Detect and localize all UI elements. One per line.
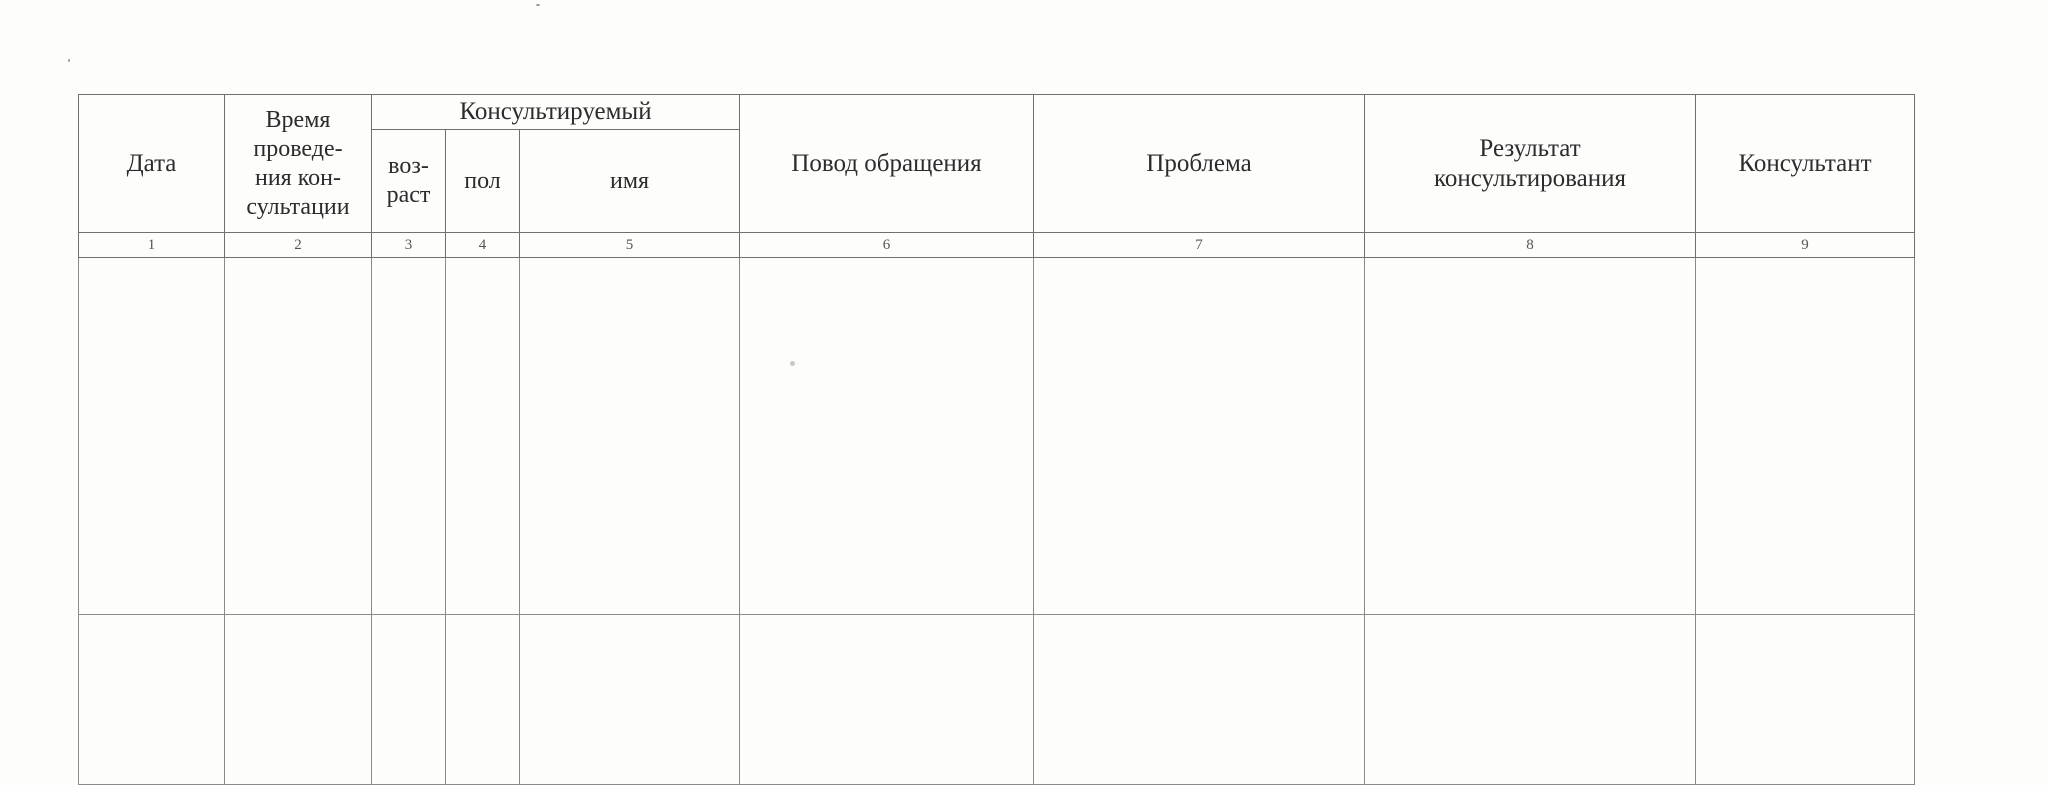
- header-name: имя: [520, 130, 740, 233]
- scan-speck: [68, 59, 70, 62]
- column-number: 6: [740, 233, 1034, 258]
- header-row-top: [79, 95, 1915, 130]
- table-cell[interactable]: [1696, 258, 1915, 615]
- table-cell[interactable]: [1034, 258, 1365, 615]
- column-number: 2: [225, 233, 372, 258]
- scan-speck: [536, 4, 540, 6]
- header-age: [372, 130, 446, 233]
- header-reason: Повод обращения: [740, 95, 1034, 233]
- column-number: 7: [1034, 233, 1365, 258]
- table-cell[interactable]: [1365, 615, 1696, 785]
- table-cell[interactable]: [225, 258, 372, 615]
- table-cell[interactable]: [79, 615, 225, 785]
- table-cell[interactable]: [520, 615, 740, 785]
- table-cell[interactable]: [79, 258, 225, 615]
- table-cell[interactable]: [740, 258, 1034, 615]
- column-number: 4: [446, 233, 520, 258]
- table-cell[interactable]: [372, 615, 446, 785]
- column-number: 9: [1696, 233, 1915, 258]
- column-number-row: [79, 233, 1915, 258]
- column-number: 8: [1365, 233, 1696, 258]
- table-cell[interactable]: [520, 258, 740, 615]
- consultation-log-table: [78, 94, 1915, 785]
- header-date: Дата: [79, 95, 225, 233]
- header-problem: Проблема: [1034, 95, 1365, 233]
- header-result-text: Результат консультирования: [1434, 134, 1626, 192]
- table-cell[interactable]: [225, 615, 372, 785]
- table-cell[interactable]: [446, 615, 520, 785]
- header-age-text: воз-раст: [386, 153, 431, 208]
- column-number: 1: [79, 233, 225, 258]
- table-row: [79, 258, 1915, 615]
- table-cell[interactable]: [446, 258, 520, 615]
- column-number: 5: [520, 233, 740, 258]
- header-time: [225, 95, 372, 233]
- header-client-group: Консультируемый: [372, 95, 740, 130]
- table-cell[interactable]: [1365, 258, 1696, 615]
- table-cell[interactable]: [1696, 615, 1915, 785]
- column-number: 3: [372, 233, 446, 258]
- table-cell[interactable]: [1034, 615, 1365, 785]
- header-consultant: Консультант: [1696, 95, 1915, 233]
- table-cell[interactable]: [372, 258, 446, 615]
- header-time-text: Время проведе-ния кон-сультации: [246, 106, 350, 220]
- header-result: [1365, 95, 1696, 233]
- table-row: [79, 615, 1915, 785]
- table-cell[interactable]: [740, 615, 1034, 785]
- header-sex: пол: [446, 130, 520, 233]
